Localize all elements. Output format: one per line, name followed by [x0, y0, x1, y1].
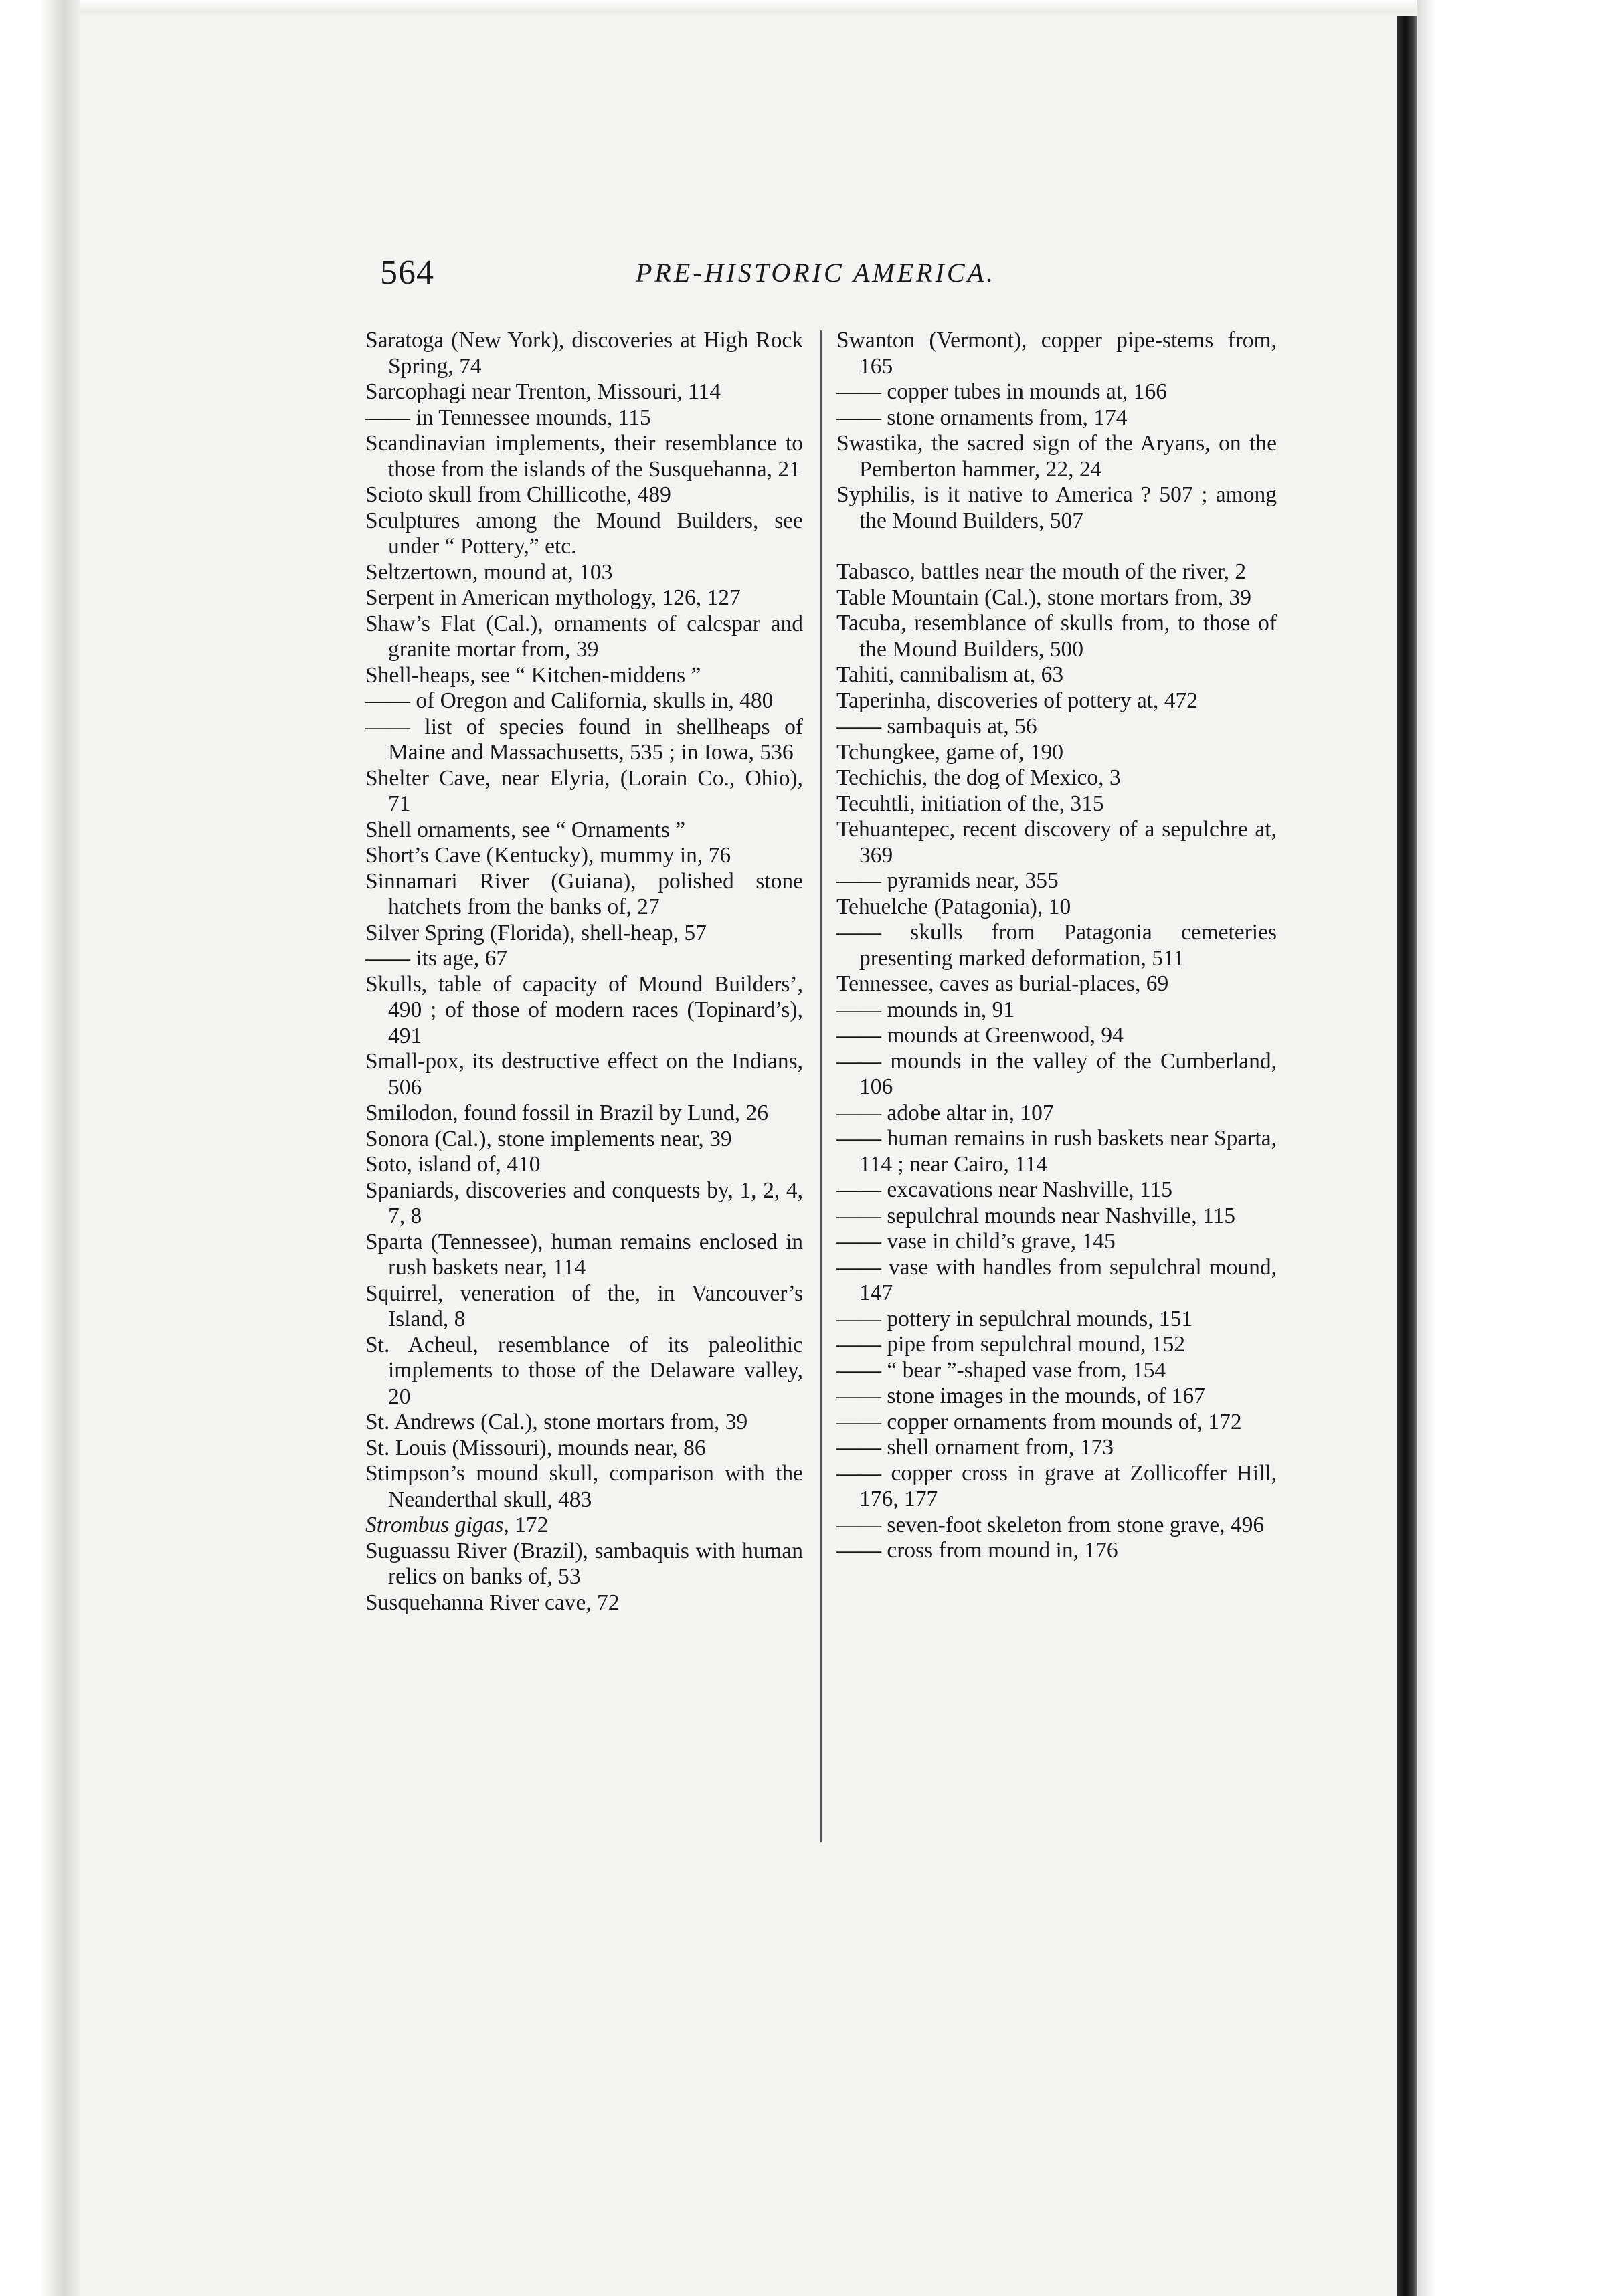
index-entry-text: —— sambaquis at, 56	[836, 714, 1037, 739]
index-entry	[836, 1332, 1277, 1358]
column-divider	[820, 330, 822, 1842]
index-entry	[365, 1178, 803, 1230]
index-entry	[365, 508, 803, 560]
index-entry	[365, 843, 803, 869]
index-entry	[836, 1126, 1277, 1177]
index-entry	[365, 688, 803, 714]
index-entry-text: Sparta (Tennessee), human remains enclosed in rush baskets near, 114	[365, 1229, 803, 1280]
index-entry	[836, 1177, 1277, 1204]
index-entry	[365, 1410, 803, 1436]
index-entry	[836, 894, 1277, 921]
index-entry	[836, 1101, 1277, 1127]
running-title: PRE-HISTORIC AMERICA.	[636, 258, 996, 288]
index-entry-text: —— stone ornaments from, 174	[836, 405, 1128, 430]
index-entry-text: Tennessee, caves as burial-places, 69	[836, 971, 1169, 996]
page-number: 564	[380, 254, 434, 292]
index-entry	[836, 405, 1277, 432]
index-entry-text: —— copper cross in grave at Zollicoffer Hill, 176, 177	[836, 1460, 1277, 1511]
index-entry-text: —— pyramids near, 355	[836, 868, 1059, 893]
index-entry-text: —— shell ornament from, 173	[836, 1435, 1114, 1460]
index-entry	[836, 611, 1277, 662]
index-entry	[836, 379, 1277, 405]
index-entry-text: —— mounds at Greenwood, 94	[836, 1023, 1124, 1048]
index-entry	[365, 379, 803, 405]
index-entry	[836, 1023, 1277, 1049]
index-entry-text: —— vase in child’s grave, 145	[836, 1229, 1116, 1254]
index-entry-text: —— cross from mound in, 176	[836, 1538, 1118, 1563]
index-entry	[365, 405, 803, 432]
index-entry	[836, 431, 1277, 482]
index-entry	[836, 920, 1277, 971]
index-entry	[365, 1590, 803, 1616]
index-entry	[836, 328, 1277, 379]
index-entry	[365, 1436, 803, 1462]
index-entry-text: Suguassu River (Brazil), sambaquis with human relics on banks of, 53	[365, 1538, 803, 1589]
index-entry-text: Saratoga (New York), discoveries at High Rock Spring, 74	[365, 328, 803, 379]
index-entry	[365, 1049, 803, 1101]
index-entry	[365, 921, 803, 947]
index-entry-text: —— mounds in, 91	[836, 997, 1015, 1022]
index-entry-text: Skulls, table of capacity of Mound Builders’, 490 ; of those of modern races (Topinard’s), 491	[365, 971, 803, 1048]
index-entry	[365, 663, 803, 689]
index-entry-text: —— excavations near Nashville, 115	[836, 1177, 1173, 1202]
index-entry-text: —— stone images in the mounds, of 167	[836, 1383, 1205, 1408]
index-entry-text: —— seven-foot skeleton from stone grave, 496	[836, 1512, 1265, 1537]
index-entry-text: St. Louis (Missouri), mounds near, 86	[365, 1435, 706, 1460]
index-entry-text: Short’s Cave (Kentucky), mummy in, 76	[365, 843, 731, 868]
index-entry	[365, 611, 803, 663]
index-entry	[836, 1229, 1277, 1255]
book-spine-gutter	[1397, 16, 1417, 2296]
index-entry	[836, 1307, 1277, 1333]
index-entry-text: Small-pox, its destructive effect on the Indians, 506	[365, 1049, 803, 1100]
index-entry	[836, 740, 1277, 766]
index-entry-text: —— skulls from Patagonia cemeteries presenting marked deformation, 511	[836, 920, 1277, 971]
index-entry-text: Scandinavian implements, their resemblance to those from the islands of the Susquehanna, 21	[365, 431, 803, 482]
index-entry	[836, 559, 1277, 585]
index-entry-text: St. Andrews (Cal.), stone mortars from, 39	[365, 1410, 748, 1434]
index-entry-text: Shaw’s Flat (Cal.), ornaments of calcspar and granite mortar from, 39	[365, 611, 803, 662]
index-entry-text: Tabasco, battles near the mouth of the river, 2	[836, 559, 1247, 584]
index-entry	[836, 1049, 1277, 1101]
index-entry-text: Sinnamari River (Guiana), polished stone hatchets from the banks of, 27	[365, 868, 803, 919]
index-entry-text: Squirrel, veneration of the, in Vancouver’s Island, 8	[365, 1280, 803, 1331]
index-entry-text: Shelter Cave, near Elyria, (Lorain Co., Ohio), 71	[365, 765, 803, 816]
index-entry	[836, 1513, 1277, 1539]
index-entry-text: Seltzertown, mound at, 103	[365, 559, 613, 585]
index-entry-text: —— pottery in sepulchral mounds, 151	[836, 1306, 1193, 1331]
index-entry	[365, 869, 803, 921]
index-entry	[836, 1383, 1277, 1410]
index-entry	[836, 791, 1277, 818]
index-entry	[836, 1358, 1277, 1384]
index-column-right	[836, 328, 1277, 1564]
index-entry	[836, 1255, 1277, 1307]
index-entry	[836, 817, 1277, 868]
index-entry-text: Susquehanna River cave, 72	[365, 1590, 620, 1615]
index-entry	[365, 585, 803, 611]
index-entry-text: —— vase with handles from sepulchral mound, 147	[836, 1254, 1277, 1305]
index-entry-text: Stimpson’s mound skull, comparison with the Neanderthal skull, 483	[365, 1461, 803, 1512]
index-entry	[365, 972, 803, 1050]
index-entry	[365, 1281, 803, 1333]
index-entry-text: Tchungkee, game of, 190	[836, 739, 1064, 765]
index-entry-text: Techichis, the dog of Mexico, 3	[836, 765, 1121, 790]
index-entry-text: Shell-heaps, see “ Kitchen-middens ”	[365, 662, 701, 688]
index-entry-text: Silver Spring (Florida), shell-heap, 57	[365, 920, 707, 945]
index-entry	[365, 714, 803, 766]
index-entry-text: —— human remains in rush baskets near Sparta, 114 ; near Cairo, 114	[836, 1126, 1277, 1177]
index-entry	[836, 971, 1277, 997]
index-entry-text: Taperinha, discoveries of pottery at, 472	[836, 688, 1198, 713]
index-entry-text: Sarcophagi near Trenton, Missouri, 114	[365, 379, 721, 404]
index-entry-text: —— sepulchral mounds near Nashville, 115	[836, 1203, 1236, 1228]
index-entry-text: Soto, island of, 410	[365, 1152, 541, 1177]
index-entry-text: —— its age, 67	[365, 946, 508, 971]
index-entry-italic-term: Strombus gigas	[365, 1513, 504, 1537]
index-entry	[836, 1538, 1277, 1564]
index-entry-text: Spaniards, discoveries and conquests by, 1, 2, 4, 7, 8	[365, 1177, 803, 1228]
index-entry	[836, 482, 1277, 534]
facing-page-edge	[1417, 0, 1598, 2296]
index-entry-text: —— of Oregon and California, skulls in, 480	[365, 688, 774, 713]
index-entry-text: Swanton (Vermont), copper pipe-stems from, 165	[836, 328, 1277, 379]
index-entry	[836, 662, 1277, 688]
index-entry	[365, 431, 803, 482]
index-entry-text: —— “ bear ”-shaped vase from, 154	[836, 1357, 1166, 1383]
index-entry	[836, 997, 1277, 1024]
index-entry	[836, 1435, 1277, 1461]
index-entry	[836, 585, 1277, 611]
index-column-left	[365, 328, 803, 1616]
index-entry	[836, 1410, 1277, 1436]
index-entry	[365, 328, 803, 379]
index-entry-text: Shell ornaments, see “ Ornaments ”	[365, 817, 686, 842]
index-entry-text: Table Mountain (Cal.), stone mortars from, 39	[836, 585, 1252, 610]
index-entry-text: Tahiti, cannibalism at, 63	[836, 662, 1064, 687]
index-entry	[365, 1461, 803, 1513]
index-entry	[836, 1461, 1277, 1513]
index-entry-text: Serpent in American mythology, 126, 127	[365, 585, 741, 610]
index-entry-text: —— in Tennessee mounds, 115	[365, 405, 651, 430]
index-entry	[365, 1539, 803, 1590]
index-entry-text: —— copper tubes in mounds at, 166	[836, 379, 1168, 404]
index-entry	[836, 1204, 1277, 1230]
index-entry	[365, 1513, 803, 1539]
index-entry-text: —— list of species found in shellheaps of Maine and Massachusetts, 535 ; in Iowa, 536	[365, 714, 803, 765]
index-entry-text: —— copper ornaments from mounds of, 172	[836, 1409, 1242, 1434]
index-entry	[365, 1333, 803, 1410]
index-entry-text: , 172	[503, 1513, 549, 1537]
index-entry-text: —— pipe from sepulchral mound, 152	[836, 1332, 1186, 1357]
index-entry	[836, 868, 1277, 894]
index-entry-text: Tecuhtli, initiation of the, 315	[836, 791, 1104, 816]
index-entry-text: Syphilis, is it native to America ? 507 ; among the Mound Builders, 507	[836, 482, 1277, 533]
index-entry	[365, 1127, 803, 1153]
index-entry	[836, 688, 1277, 714]
index-entry	[836, 765, 1277, 791]
index-entry	[365, 1152, 803, 1178]
index-entry-text: St. Acheul, resemblance of its paleolithic implements to those of the Delaware valley, 20	[365, 1332, 803, 1409]
index-entry-text: Tacuba, resemblance of skulls from, to those of the Mound Builders, 500	[836, 611, 1277, 662]
index-entry	[365, 560, 803, 586]
index-entry-text: —— mounds in the valley of the Cumberland, 106	[836, 1048, 1277, 1099]
index-entry-text: Tehuelche (Patagonia), 10	[836, 894, 1071, 919]
index-entry-text: Tehuantepec, recent discovery of a sepulchre at, 369	[836, 817, 1277, 868]
index-entry	[365, 766, 803, 818]
index-entry	[365, 1230, 803, 1281]
index-entry-text: Sonora (Cal.), stone implements near, 39	[365, 1126, 732, 1151]
page-header	[380, 253, 1023, 300]
scan-top-edge	[80, 0, 1419, 16]
index-entry	[836, 714, 1277, 740]
index-entry-text: Scioto skull from Chillicothe, 489	[365, 482, 671, 507]
index-entry-text: —— adobe altar in, 107	[836, 1100, 1054, 1125]
scan-left-edge	[0, 0, 80, 2296]
index-entry-text: Swastika, the sacred sign of the Aryans, on the Pemberton hammer, 22, 24	[836, 431, 1277, 482]
index-entry	[365, 946, 803, 972]
index-entry	[365, 1101, 803, 1127]
index-entry-text: Sculptures among the Mound Builders, see under “ Pottery,” etc.	[365, 508, 803, 559]
index-entry-text: Smilodon, found fossil in Brazil by Lund, 26	[365, 1101, 769, 1125]
index-entry	[365, 482, 803, 508]
index-entry	[365, 818, 803, 844]
